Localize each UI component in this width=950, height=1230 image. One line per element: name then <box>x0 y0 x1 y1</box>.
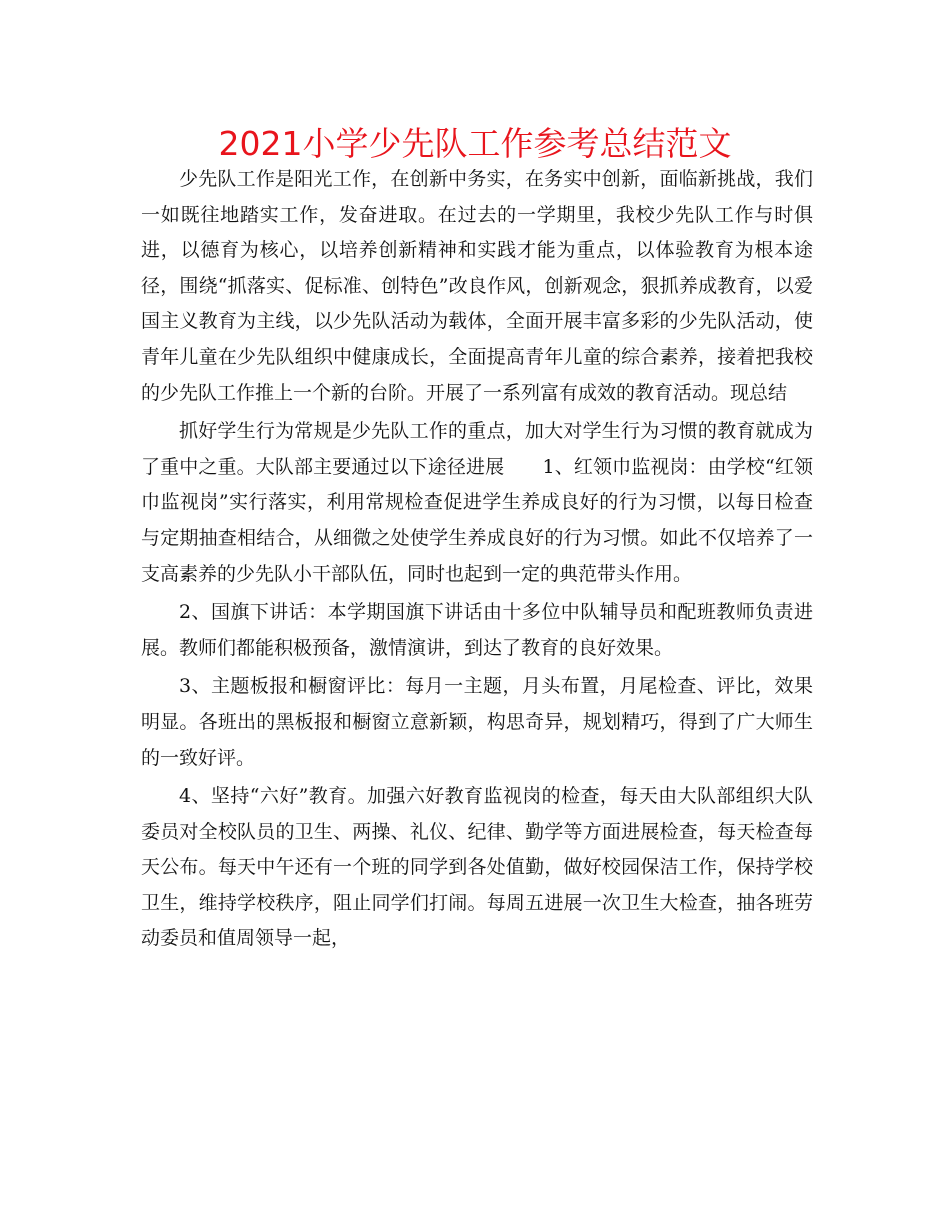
document-title: 2021小学少先队工作参考总结范文 <box>218 124 732 163</box>
paragraph-intro: 少先队工作是阳光工作，在创新中务实，在务实中创新，面临新挑战，我们一如既往地踏实工作，发奋进取。在过去的一学期里，我校少先队工作与时俱进，以德育为核心，以培养创新精神和实践才能为重点，以体验教育为根本途径，围绕“抓落实、促标准、创特色”改良作风，创新观念，狠抓养成教育，以爱国主义教育为主线，以少先队活动为载体，全面开展丰富多彩的少先队活动，使青年儿童在少先队组织中健康成长，全面提高青年儿童的综合素养，接着把我校的少先队工作推上一个新的台阶。开展了一系列富有成效的教育活动。现总结 <box>141 168 813 404</box>
paragraph-six-good-education: 4、坚持“六好”教育。加强六好教育监视岗的检查，每天由大队部组织大队委员对全校队员的卫生、两操、礼仪、纪律、勤学等方面进展检查，每天检查每天公布。每天中午还有一个班的同学到各处值勤，做好校园保洁工作，保持学校卫生，维持学校秩序，阻止同学们打闹。每周五进展一次卫生大检查，抽各班劳动委员和值周领导一起， <box>141 785 813 950</box>
document-body <box>141 162 813 957</box>
paragraph-behavior-norms: 抓好学生行为常规是少先队工作的重点，加大对学生行为习惯的教育就成为了重中之重。大队部主要通过以下途径进展 1、红领巾监视岗：由学校“红领巾监视岗”实行落实，利用常规检查促进学生养成良好的行为习惯，以每日检查与定期抽查相结合，从细微之处使学生养成良好的行为习惯。如此不仅培养了一支高素养的少先队小干部队伍，同时也起到一定的典范带头作用。 <box>141 420 813 585</box>
paragraph-blackboard-contest: 3、主题板报和橱窗评比：每月一主题，月头布置，月尾检查、评比，效果明显。各班出的黑板报和橱窗立意新颖，构思奇异，规划精巧，得到了广大师生的一致好评。 <box>141 675 813 769</box>
paragraph-flag-speech: 2、国旗下讲话：本学期国旗下讲话由十多位中队辅导员和配班教师负责进展。教师们都能积极预备，激情演讲，到达了教育的良好效果。 <box>141 601 813 659</box>
